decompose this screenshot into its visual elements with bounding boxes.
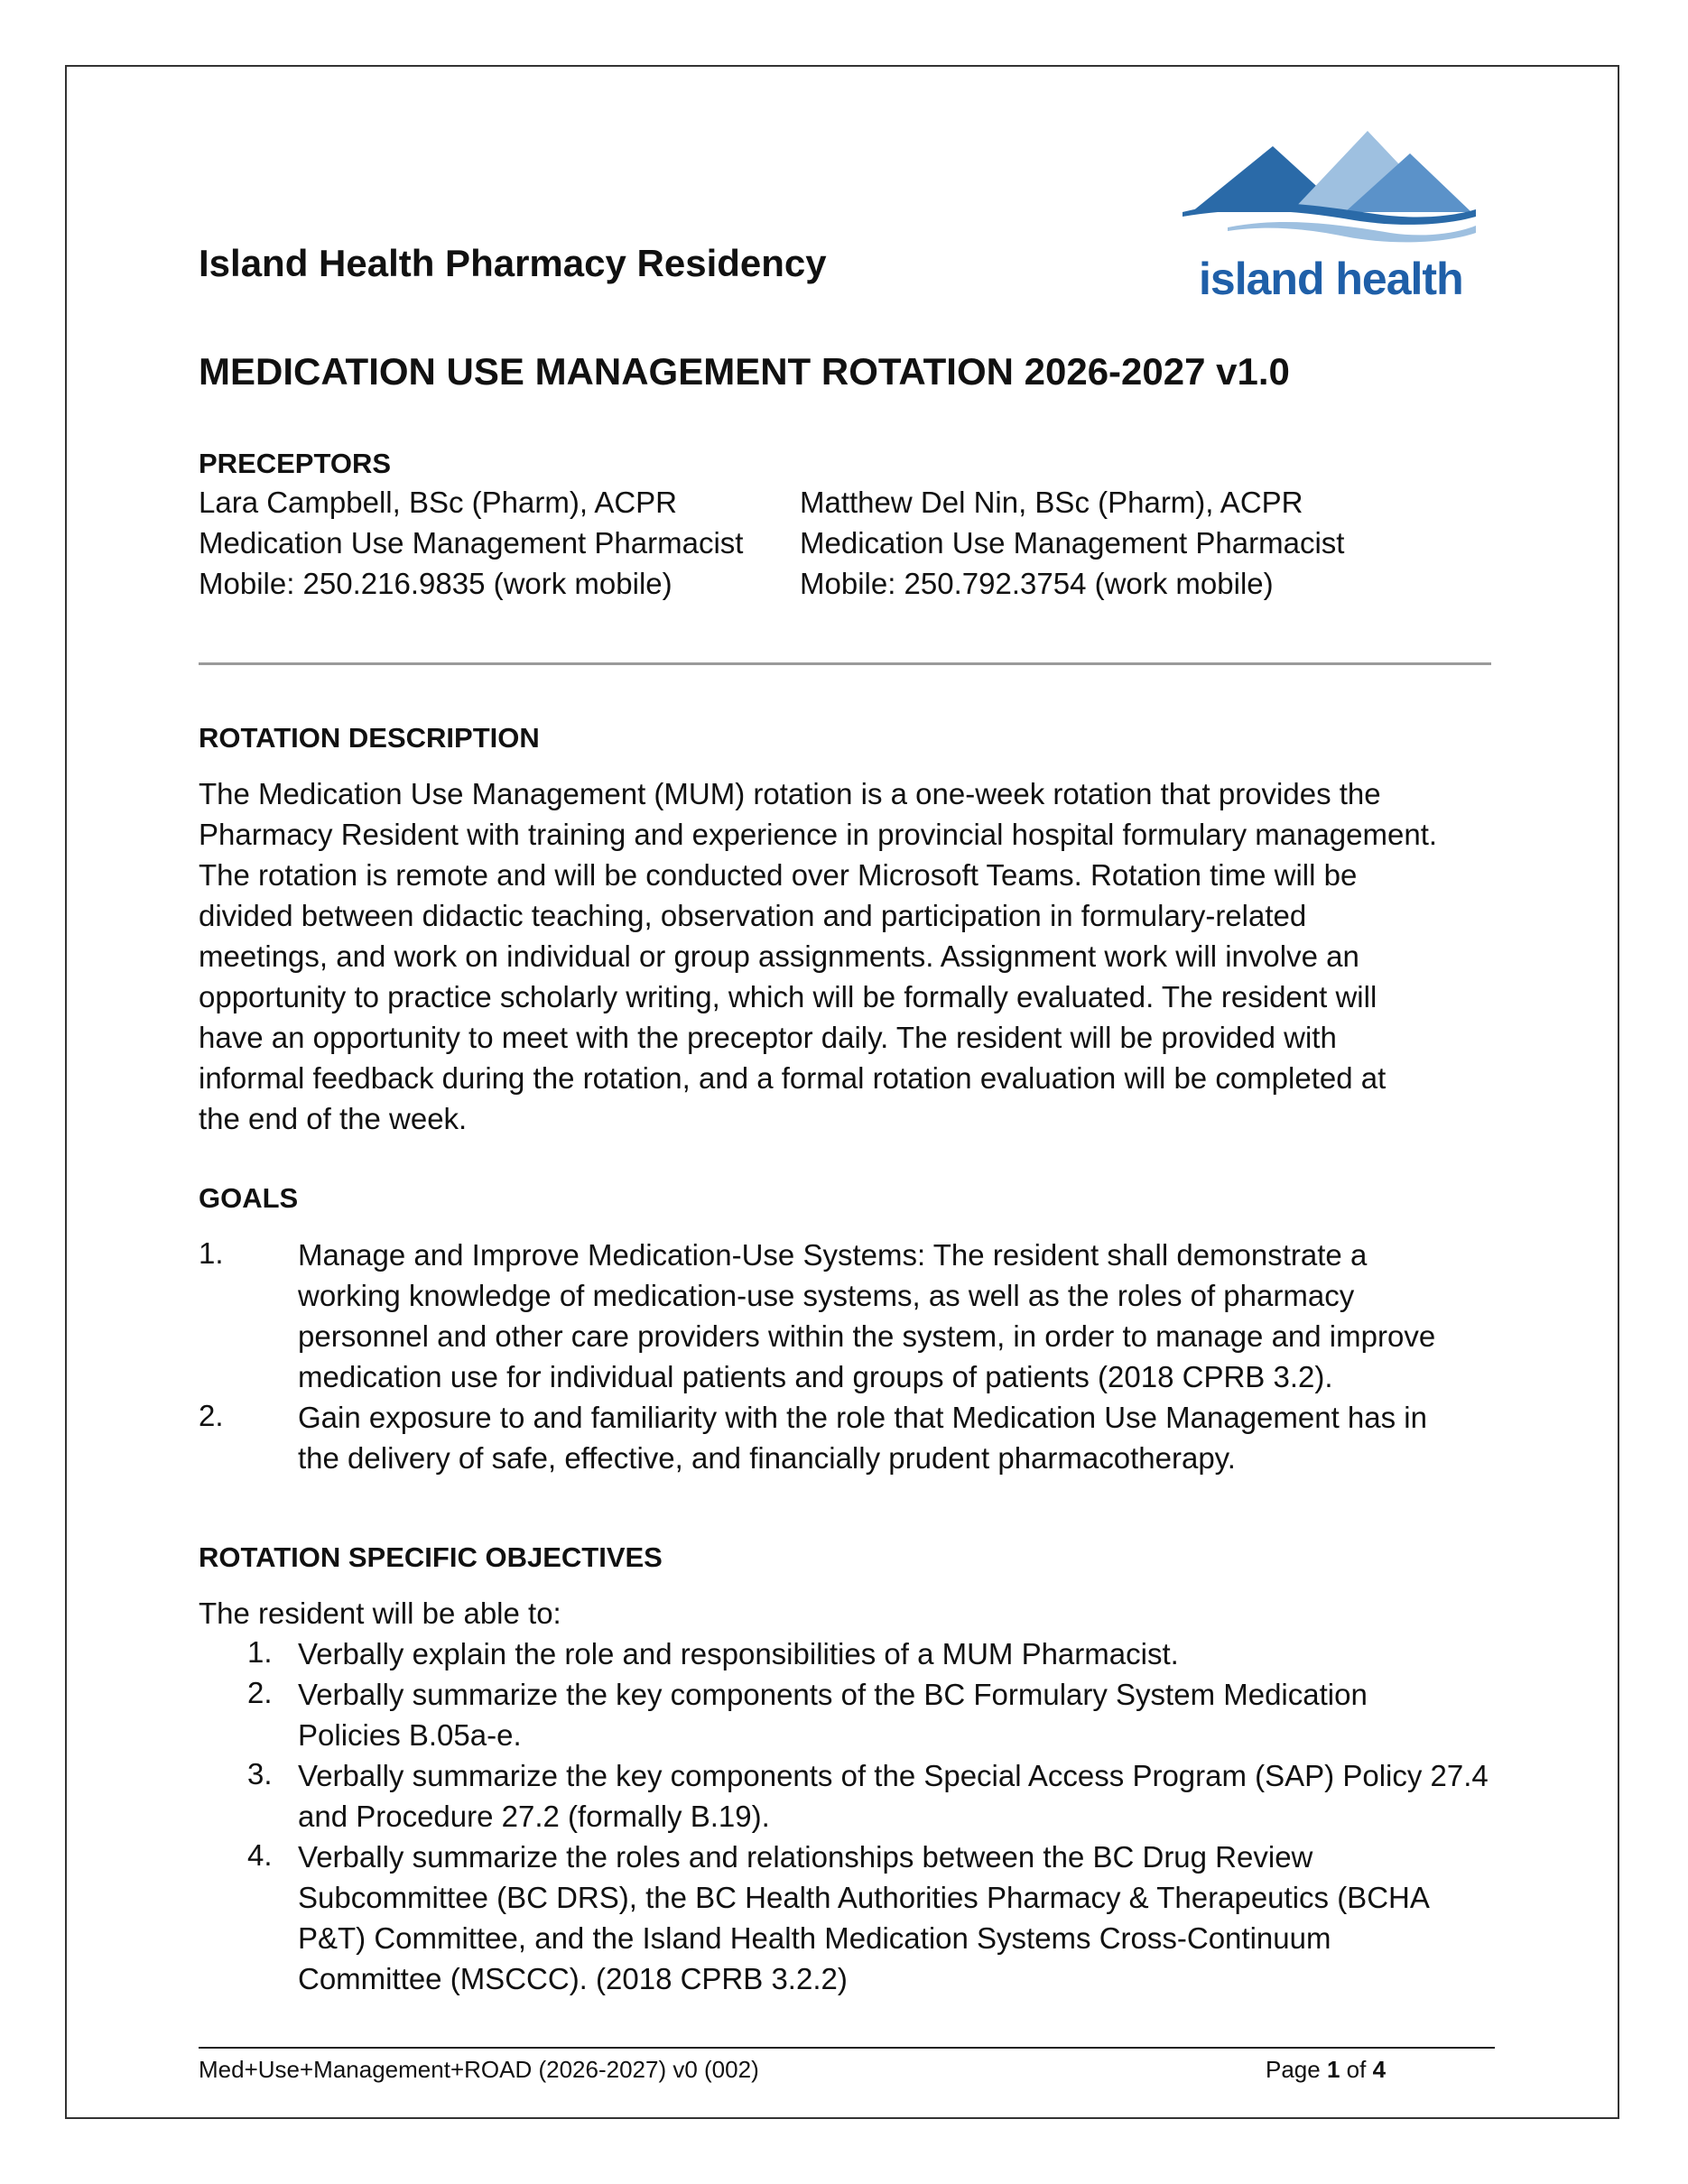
objective-line: P&T) Committee, and the Island Health Medication Systems Cross-Continuum [298, 1921, 1331, 1955]
objective-line: Committee (MSCCC). (2018 CPRB 3.2.2) [298, 1962, 848, 1995]
goal-number: 1. [199, 1236, 224, 1270]
goal-line: the delivery of safe, effective, and financially prudent pharmacotherapy. [298, 1441, 1236, 1475]
document-title: MEDICATION USE MANAGEMENT ROTATION 2026-2027 v1.0 [199, 350, 1290, 393]
objective-line: Verbally explain the role and responsibilities of a MUM Pharmacist. [298, 1637, 1179, 1670]
objective-line: Verbally summarize the key components of the Special Access Program (SAP) Policy 27.4 [298, 1759, 1489, 1792]
goal-line: working knowledge of medication-use systems, as well as the roles of pharmacy [298, 1279, 1355, 1312]
goal-number: 2. [199, 1399, 224, 1432]
description-line: informal feedback during the rotation, and a formal rotation evaluation will be completed at [199, 1061, 1387, 1095]
footer-divider [199, 2047, 1495, 2049]
description-line: Pharmacy Resident with training and experience in provincial hospital formulary management. [199, 818, 1438, 851]
objectives-intro: The resident will be able to: [199, 1596, 561, 1630]
description-line: The Medication Use Management (MUM) rotation is a one-week rotation that provides the [199, 777, 1381, 810]
description-line: opportunity to practice scholarly writing, which will be formally evaluated. The resident will [199, 980, 1377, 1013]
objective-item [298, 1837, 1498, 1999]
logo-wave-bottom [1228, 222, 1476, 242]
objective-number: 3. [247, 1757, 273, 1791]
preceptor-right-mobile: Mobile: 250.792.3754 (work mobile) [800, 567, 1274, 600]
objective-number: 1. [247, 1635, 273, 1669]
rotation-description-body [199, 773, 1498, 1139]
preceptors-heading: PRECEPTORS [199, 448, 392, 479]
objective-line: Verbally summarize the roles and relationships between the BC Drug Review [298, 1840, 1313, 1874]
preceptor-right-role: Medication Use Management Pharmacist [800, 526, 1345, 560]
page-total: 4 [1372, 2056, 1387, 2083]
footer-file-name: Med+Use+Management+ROAD (2026-2027) v0 (002) [199, 2056, 759, 2083]
description-line: have an opportunity to meet with the preceptor daily. The resident will be provided with [199, 1021, 1337, 1054]
description-line: meetings, and work on individual or group assignments. Assignment work will involve an [199, 939, 1359, 973]
footer-page-number [1266, 2056, 1386, 2084]
objective-item [298, 1633, 1498, 1674]
goal-line: personnel and other care providers within the system, in order to manage and improve [298, 1319, 1436, 1353]
objective-line: Subcommittee (BC DRS), the BC Health Authorities Pharmacy & Therapeutics (BCHA [298, 1881, 1430, 1914]
preceptor-left-mobile: Mobile: 250.216.9835 (work mobile) [199, 567, 672, 600]
section-divider [199, 662, 1491, 665]
description-line: The rotation is remote and will be conducted over Microsoft Teams. Rotation time will be [199, 858, 1358, 892]
objective-line: Policies B.05a-e. [298, 1718, 522, 1752]
preceptor-left-role: Medication Use Management Pharmacist [199, 526, 744, 560]
goal-item [298, 1235, 1498, 1397]
logo-text: island health [1199, 254, 1463, 304]
page-of: of [1346, 2056, 1367, 2083]
goals-heading: GOALS [199, 1182, 299, 1214]
objective-number: 2. [247, 1676, 273, 1709]
preceptor-left-name: Lara Campbell, BSc (Pharm), ACPR [199, 486, 678, 519]
page-current: 1 [1326, 2056, 1340, 2083]
objective-number: 4. [247, 1838, 273, 1872]
rotation-description-heading: ROTATION DESCRIPTION [199, 722, 540, 754]
program-title: Island Health Pharmacy Residency [199, 242, 827, 284]
page-label: Page [1266, 2056, 1321, 2083]
description-line: divided between didactic teaching, observation and participation in formulary-related [199, 899, 1307, 932]
objective-item [298, 1755, 1498, 1837]
preceptor-right-name: Matthew Del Nin, BSc (Pharm), ACPR [800, 486, 1303, 519]
objective-line: and Procedure 27.2 (formally B.19). [298, 1800, 770, 1833]
goal-line: medication use for individual patients and groups of patients (2018 CPRB 3.2). [298, 1360, 1333, 1393]
objective-line: Verbally summarize the key components of the BC Formulary System Medication [298, 1678, 1368, 1711]
objectives-heading: ROTATION SPECIFIC OBJECTIVES [199, 1541, 663, 1573]
description-line: the end of the week. [199, 1102, 468, 1135]
objective-item [298, 1674, 1498, 1755]
goal-item [298, 1397, 1498, 1478]
goal-line: Manage and Improve Medication-Use Systems: The resident shall demonstrate a [298, 1238, 1368, 1272]
goal-line: Gain exposure to and familiarity with the role that Medication Use Management has in [298, 1401, 1427, 1434]
